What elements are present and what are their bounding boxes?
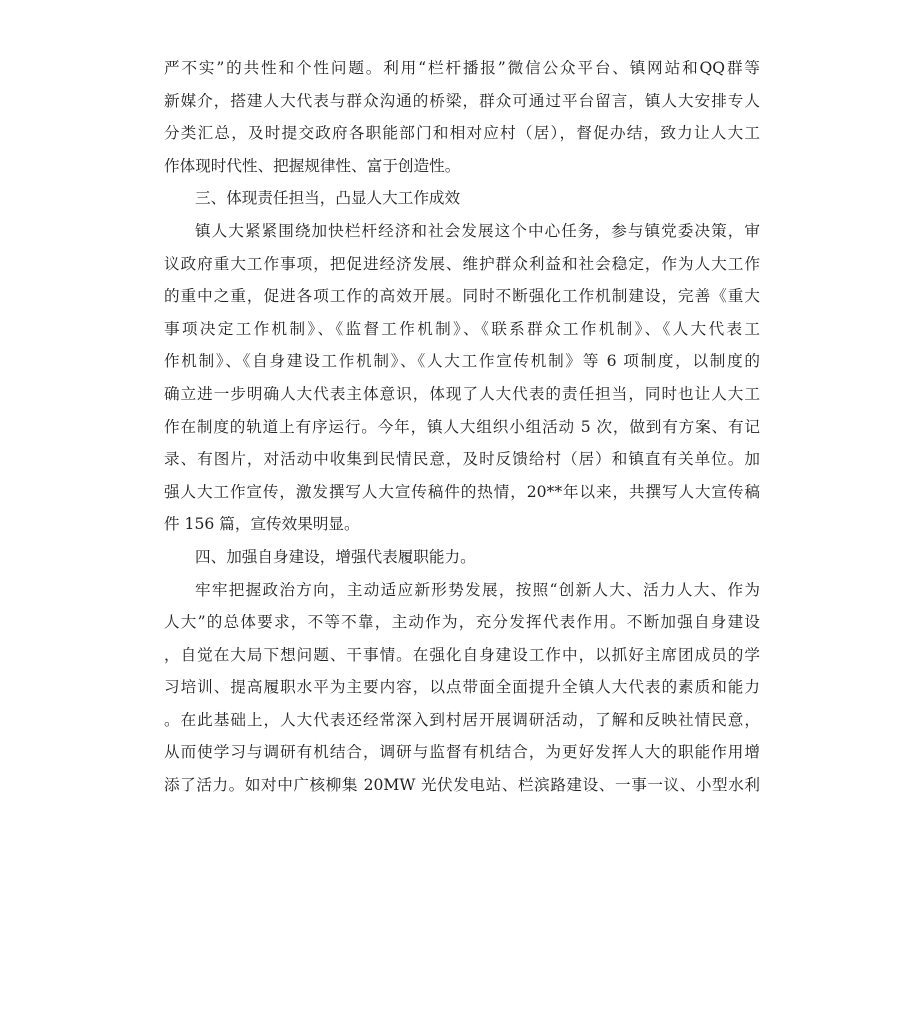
text-line: 。在此基础上，人大代表还经常深入到村居开展调研活动，了解和反映社情民意， (164, 710, 760, 729)
text-line: 人大”的总体要求，不等不靠，主动作为，充分发挥代表作用。不断加强自身建设 (164, 613, 760, 632)
text-line: 分类汇总，及时提交政府各职能部门和相对应村（居），督促办结，致力让人大工 (164, 124, 760, 143)
text-line: 三、体现责任担当，凸显人大工作成效 (195, 189, 461, 208)
text-line: 作机制》、《自身建设工作机制》、《人大工作宣传机制》等 6 项制度，以制度的 (164, 352, 760, 371)
text-line: 议政府重大工作事项，把促进经济发展、维护群众利益和社会稳定，作为人大工作 (164, 254, 760, 273)
text-line: 确立进一步明确人大代表主体意识，体现了人大代表的责任担当，同时也让人大工 (164, 384, 760, 403)
text-line: 作体现时代性、把握规律性、富于创造性。 (164, 156, 461, 175)
text-line: 新媒介，搭建人大代表与群众沟通的桥梁，群众可通过平台留言，镇人大安排专人 (164, 91, 760, 110)
text-line: 的重中之重，促进各项工作的高效开展。同时不断强化工作机制建设，完善《重大 (164, 287, 760, 306)
text-line: 牢牢把握政治方向，主动适应新形势发展，按照“创新人大、活力人大、作为 (195, 580, 760, 599)
text-line: 从而使学习与调研有机结合，调研与监督有机结合，为更好发挥人大的职能作用增 (164, 743, 760, 762)
text-line: 习培训、提高履职水平为主要内容，以点带面全面提升全镇人大代表的素质和能力 (164, 678, 760, 697)
text-line: ，自觉在大局下想问题、干事情。在强化自身建设工作中，以抓好主席团成员的学 (164, 645, 760, 664)
text-line: 件 156 篇，宣传效果明显。 (164, 515, 360, 534)
text-line: 严不实”的共性和个性问题。利用“栏杆播报”微信公众平台、镇网站和QQ群等 (164, 59, 760, 77)
text-line: 添了活力。如对中广核柳集 20MW 光伏发电站、栏滨路建设、一事一议、小型水利 (164, 776, 760, 795)
text-line: 强人大工作宣传，激发撰写人大宣传稿件的热情，20**年以来，共撰写人大宣传稿 (164, 482, 760, 501)
text-line: 作在制度的轨道上有序运行。今年，镇人大组织小组活动 5 次，做到有方案、有记 (164, 417, 760, 436)
text-line: 四、加强自身建设，增强代表履职能力。 (195, 547, 476, 566)
text-line: 录、有图片，对活动中收集到民情民意，及时反馈给村（居）和镇直有关单位。加 (164, 450, 760, 469)
text-line: 事项决定工作机制》、《监督工作机制》、《联系群众工作机制》、《人大代表工 (164, 319, 760, 338)
text-line: 镇人大紧紧围绕加快栏杆经济和社会发展这个中心任务，参与镇党委决策，审 (195, 221, 760, 240)
document-body (164, 52, 760, 802)
